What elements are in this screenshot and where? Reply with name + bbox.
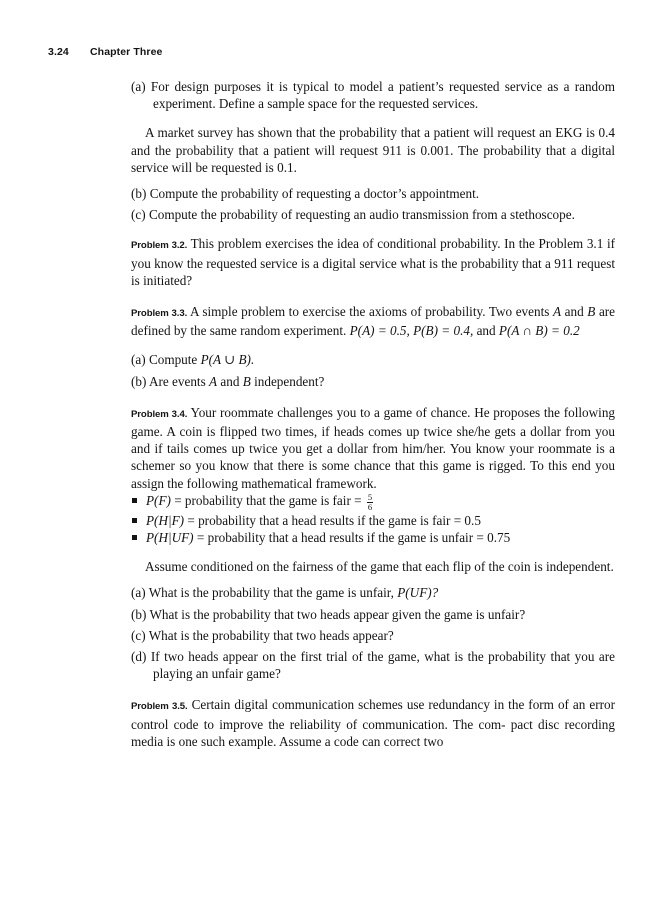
p31-part-b: (b) Compute the probability of requesting a doctor’s appointment. [131,186,480,202]
p34-part-b: (b) What is the probability that two heads appear given the game is unfair? [131,606,526,622]
list-item: P(H|UF) = probability that a head results if the game is unfair = 0.75 [131,529,615,546]
problem-3-2: Problem 3.2. This problem exercises the idea of conditional probability. In the Problem 3.1 if you know the requested service is a digital service what is the probability that a 911 request is initiated? [131,236,615,288]
problem-3-5: Problem 3.5. Certain digital communication schemes use redundancy in the form of an error control code to improve the reliability of communication. The com- pact disc recording media is one such example. Assume a code can correct two [131,697,616,749]
p33-part-b: (b) Are events A and B independent? [131,373,325,389]
bullet-square-icon [132,498,137,503]
problem-label: Problem 3.4. [131,408,188,420]
list-item: P(F) = probability that the game is fair = $\frac{5}{6}$ [131,492,615,512]
problem-label: Problem 3.3. [131,308,188,320]
problem-3-3: Problem 3.3. A simple problem to exercise the axioms of probability. Two events A and B are defined by the same random experiment. P(A) = 0.5, P(B) = 0.4, and P(A ∩ B) = 0.2 [131,304,616,339]
p31-part-c: (c) Compute the probability of requesting an audio transmission from a stethoscope. [131,207,575,223]
chapter-title: Chapter Three [90,46,163,58]
problem-label: Problem 3.2. [131,240,188,252]
problem-3-4: Problem 3.4. Your roommate challenges you to a game of chance. He proposes the following game. A coin is flipped two times, if heads comes up twice she/he gets a dollar from you and if tails comes up twice you get a dollar from him/her. You know your roommate is a schemer so you know that there is some chance that this game is rigged. To this end you assign the following mathematical framework. [131,404,616,491]
p34-part-a: (a) What is the probability that the game is unfair, P(UF)? [131,585,439,601]
problem-label: Problem 3.5. [131,701,188,713]
p34-assume-paragraph: Assume conditioned on the fairness of the game that each flip of the coin is independent. [145,559,614,575]
page-number: 3.24 [48,46,69,58]
p34-part-c: (c) What is the probability that two heads appear? [131,627,394,643]
p34-part-d: (d) If two heads appear on the first trial of the game, what is the probability that you are playing an unfair game? [131,649,615,682]
bullet-square-icon [132,535,137,540]
p31-survey-paragraph: A market survey has shown that the probability that a patient will request an EKG is 0.4 and the probability that a patient will request 911 is 0.001. The probability that a digital service will be requested is 0.1. [131,125,615,175]
list-item: P(H|F) = probability that a head results if the game is fair = 0.5 [131,512,615,529]
p33-part-a: (a) Compute P(A ∪ B). [131,352,255,368]
bullet-square-icon [132,518,137,523]
page-body [131,78,615,750]
fraction: $\frac{5}{6}$ [367,491,373,512]
framework-list [131,492,615,546]
running-head [48,46,162,58]
p31-part-a: (a) For design purposes it is typical to model a patient’s requested service as a random experiment. Define a sample space for the requested services. [131,79,615,112]
